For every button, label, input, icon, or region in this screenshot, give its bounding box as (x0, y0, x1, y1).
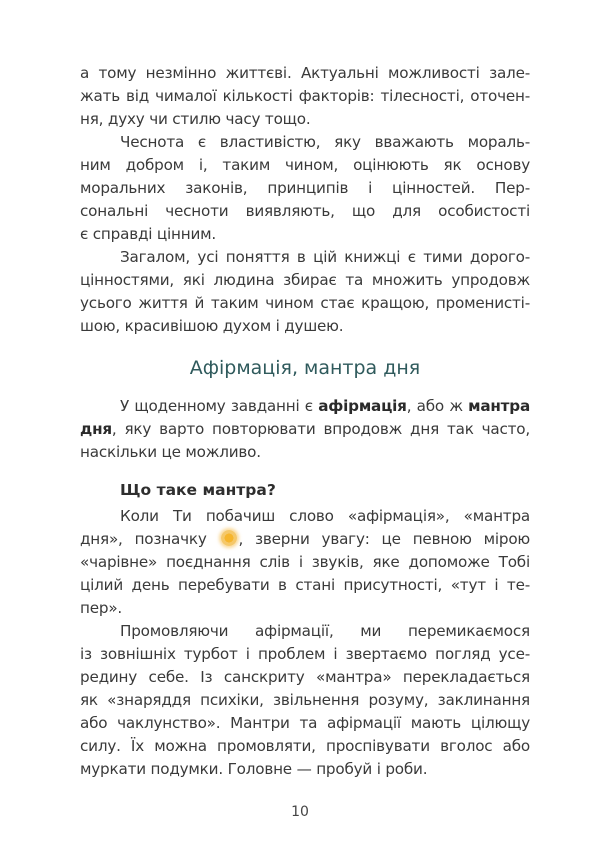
text-line: цілий день перебувати в стані присутності, «тут і те- (80, 576, 530, 594)
text-line: Коли Ти побачиш слово «афірмація», «мантра (120, 507, 530, 525)
text-line: Промовляючи афірмації, ми перемикаємося (120, 622, 530, 640)
page-number: 10 (291, 804, 309, 820)
text-line (80, 528, 530, 551)
text-line: ня, духу чи стилю часу тощо. (80, 110, 311, 128)
text-line: сональні чесноти виявляють, що для особистості (80, 202, 530, 220)
text-line (80, 395, 530, 418)
text-line: як «знаряддя психіки, звільнення розуму, заклинання (80, 691, 530, 709)
text-line: наскільки це можливо. (80, 443, 261, 461)
sun-icon (221, 530, 237, 546)
text-line: цінностями, які людина збирає та множить упродовж (80, 271, 530, 289)
text-span: , або ж (406, 397, 469, 415)
subheading: Що таке мантра? (120, 481, 276, 499)
text-line: шою, красивішою духом і душею. (80, 317, 344, 335)
text-line: редину себе. Із санскриту «мантра» перекладається (80, 668, 530, 686)
text-line: або чаклунство». Мантри та афірмації мають цілющу (80, 714, 530, 732)
text-span: У щоденному завданні є (120, 397, 319, 415)
text-line: із зовнішніх турбот і проблем і звертаємо погляд усе- (80, 645, 530, 663)
section-heading: Афірмація, мантра дня (189, 357, 421, 379)
text-line: жать від чималої кількості факторів: тілесності, оточен- (80, 87, 530, 105)
text-line: моральних законів, принципів і цінностей. Пер- (80, 179, 530, 197)
bold-term: мантра (468, 397, 530, 415)
text-line: ним добром і, таким чином, оцінюють як основу (80, 156, 530, 174)
bold-term: афірмація (318, 397, 407, 415)
text-line: Загалом, усі поняття в цій книжці є тими дорого- (120, 248, 530, 266)
text-span: дня», позначку (80, 530, 207, 548)
text-line: є справді цінним. (80, 225, 217, 243)
text-line: пер». (80, 599, 123, 617)
text-line: муркати подумки. Головне — пробуй і роби. (80, 760, 428, 778)
text-line: а тому незмінно життєві. Актуальні можливості зале- (80, 64, 530, 82)
text-line: Чеснота є властивістю, яку вважають мораль- (120, 133, 530, 151)
text-span: , яку варто повторювати впродовж дня так часто, (111, 420, 530, 438)
text-span: , зверни увагу: це певною мірою (238, 530, 530, 548)
text-line (80, 418, 530, 441)
text-line: силу. Їх можна промовляти, проспівувати вголос або (80, 737, 530, 755)
text-line: усього життя й таким чином стає кращою, променисті- (80, 294, 530, 312)
text-line: «чарівне» поєднання слів і звуків, яке допоможе Тобі (80, 553, 530, 571)
bold-term: дня (80, 420, 112, 438)
